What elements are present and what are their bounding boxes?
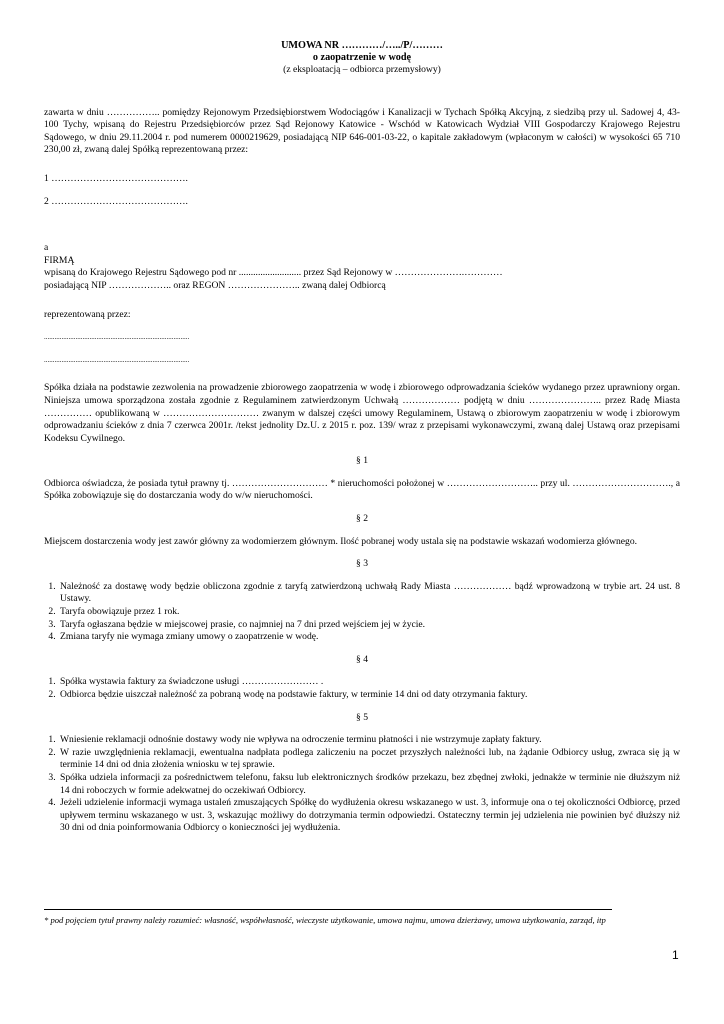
contract-title: UMOWA NR …………/…../P/……… — [281, 40, 443, 51]
section-2-heading: § 2 — [356, 513, 368, 525]
section-4-heading: § 4 — [356, 653, 368, 665]
section-4-item: 2. Odbiorca będzie uiszczał należność za pobraną wodę na podstawie faktury, w terminie 14 dni od daty otrzymania faktury. — [58, 689, 680, 702]
section-5-item: 2. W razie uwzględnienia reklamacji, ewentualna nadpłata podlega zaliczeniu na poczet przyszłych należności lub, na żądanie Odbiorcy usług, zwraca się ją w terminie 14 dni od dnia złożenia wniosku w tej sprawie. — [58, 747, 680, 772]
legal-basis-paragraph: Spółka działa na podstawie zezwolenia na prowadzenie zbiorowego zaopatrzenia w wodę i zbiorowego odprowadzania ścieków wydanego przez uprawniony organ. Niniejsza umowa sporządzona została zgodnie z Regulaminem zatwierdzonym Uchwałą ……………… podjętą w dniu ………………….. przez Radę Miasta …………… opublikowaną w ………………………… zwanym w dalszej części umowy Regulaminem, Ustawą o zbiorowym zaopatrzeniu w wodę i zbiorowym odprowadzaniu ścieków z dnia 7 czerwca 2001r. /tekst jednolity Dz.U. z 2015 r. poz. 139/ wraz z przepisami wykonawczymi, zwaną dalej Ustawą oraz przepisami Kodeksu Cywilnego. — [44, 382, 680, 444]
section-3-item: 3. Taryfa ogłaszana będzie w miejscowej prasie, co najmniej na 7 dni przed wejściem jej w życie. — [58, 619, 680, 632]
page-number: 1 — [672, 948, 679, 962]
representative-2: 2 ……………………………………. — [44, 195, 188, 207]
representative-1: 1 ……………………………………. — [44, 172, 188, 184]
section-5-list — [44, 734, 680, 835]
section-1-heading: § 1 — [356, 455, 368, 467]
section-5-item: 3. Spółka udziela informacji za pośrednictwem telefonu, faksu lub elektronicznych środków przekazu, bez zbędnej zwłoki, jednakże w terminie nie dłuższym niż 14 dni roboczych w formie adekwatnej do oczekiwań Odbiorcy. — [58, 772, 680, 797]
section-1-text: Odbiorca oświadcza, że posiada tytuł prawny tj. ………………………… * nieruchomości położonej w ……………………….. przy ul. …………………………., a Spółka zobowiązuje się do dostarczania wody do w/w nieruchomości. — [44, 477, 680, 502]
section-3-item: 2. Taryfa obowiązuje przez 1 rok. — [58, 606, 680, 619]
party-conjunction: a — [44, 242, 49, 254]
party-signature-line-2: ................................................................................... — [44, 355, 190, 364]
footnote-divider — [44, 909, 612, 910]
party-firm-label: FIRMĄ — [44, 254, 75, 266]
party-signature-line-1: ................................................................................... — [44, 333, 190, 342]
footnote: * pod pojęciem tytuł prawny należy rozumieć: własność, współwłasność, wieczyste użytkowanie, umowa najmu, umowa dzierżawy, umowa użytkowania, zarząd, itp — [44, 915, 606, 925]
section-3-list — [44, 581, 680, 644]
party-represented-label: reprezentowaną przez: — [44, 308, 131, 320]
party-krs-line: wpisaną do Krajowego Rejestru Sądowego pod nr .......................... przez Sąd Rejonowy w ………………….………… — [44, 267, 503, 279]
section-3-item: 4. Zmiana taryfy nie wymaga zmiany umowy o zaopatrzenie w wodę. — [58, 631, 680, 644]
intro-paragraph: zawarta w dniu …………….. pomiędzy Rejonowym Przedsiębiorstwem Wodociągów i Kanalizacji w Tychach Spółką Akcyjną, z siedzibą przy ul. Sadowej 4, 43-100 Tychy, wpisaną do Rejestru Przedsiębiorców przez Sąd Rejonowy Katowice - Wschód w Katowicach Wydział VIII Gospodarczy Krajowego Rejestru Sądowego, w dniu 29.11.2004 r. pod numerem 0000219629, posiadającą NIP 646-001-03-22, o kapitale zakładowym (wpłaconym w całości) w wysokości 65 710 230,00 zł, zwaną dalej Spółką reprezentowaną przez: — [44, 106, 680, 156]
contract-subtitle-note: (z eksploatacją – odbiorca przemysłowy) — [283, 64, 441, 75]
section-4-list — [44, 676, 680, 701]
section-3-heading: § 3 — [356, 558, 368, 570]
section-3-item: 1. Należność za dostawę wody będzie obliczona zgodnie z taryfą zatwierdzoną uchwałą Rady Miasta ……………… bądź wprowadzoną w trybie art. 24 ust. 8 Ustawy. — [58, 581, 680, 606]
document-page — [44, 40, 680, 835]
section-5-item: 1. Wniesienie reklamacji odnośnie dostawy wody nie wpływa na odroczenie terminu płatności i nie wstrzymuje zapłaty faktury. — [58, 734, 680, 747]
party-nip-line: posiadającą NIP ……………….. oraz REGON ………………….. zwaną dalej Odbiorcą — [44, 279, 386, 291]
section-5-heading: § 5 — [356, 711, 368, 723]
section-4-item: 1. Spółka wystawia faktury za świadczone usługi …………………… . — [58, 676, 680, 689]
section-2-text: Miejscem dostarczenia wody jest zawór główny za wodomierzem głównym. Ilość pobranej wody ustala się na podstawie wskazań wodomierza głównego. — [44, 535, 638, 547]
section-5-item: 4. Jeżeli udzielenie informacji wymaga ustaleń zmuszających Spółkę do wydłużenia okresu wskazanego w ust. 3, informuje ona o tej okoliczności Odbiorcę, przed upływem terminu wskazanego w ust. 3, wskazując możliwy do dotrzymania termin odpowiedzi. Ostateczny termin jej udzielenia nie powinien być dłuższy niż 30 dni od dnia poinformowania Odbiorcy o konieczności jej wydłużenia. — [58, 797, 680, 835]
contract-subtitle: o zaopatrzenie w wodę — [312, 52, 412, 63]
